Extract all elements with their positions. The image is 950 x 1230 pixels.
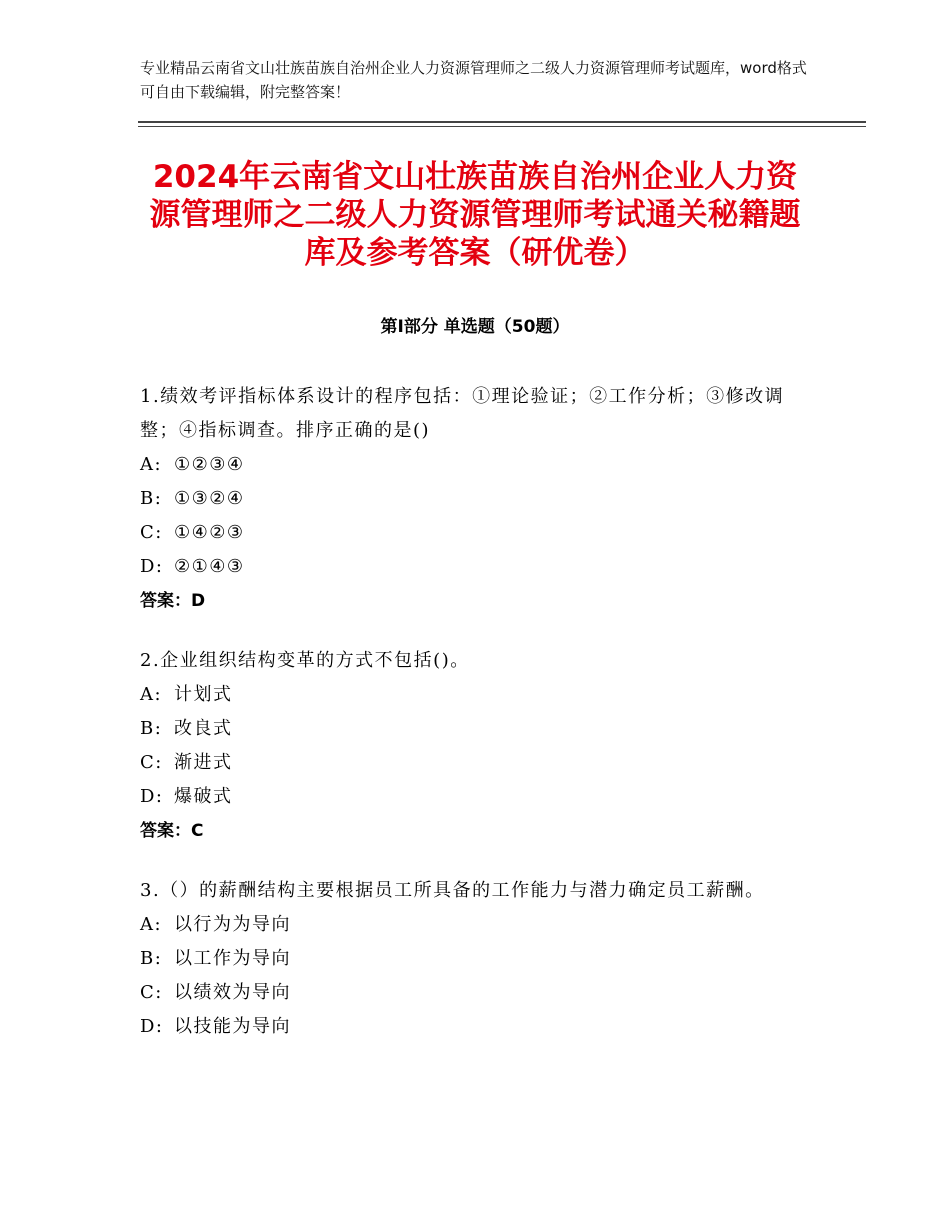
option-d [140,1010,820,1044]
option-text: 爆破式 [174,786,233,807]
option-a [140,908,820,942]
option-a [140,448,820,482]
option-letter: A: [140,914,163,935]
option-letter: C: [140,522,163,543]
option-letter: C: [140,982,163,1003]
option-letter: D: [140,556,164,577]
option-text: 改良式 [174,718,233,739]
question-stem: 2.企业组织结构变革的方式不包括()。 [140,650,470,671]
option-letter: C: [140,752,163,773]
option-text: ①③②④ [174,488,245,509]
option-text: 渐进式 [174,752,233,773]
option-b [140,942,820,976]
option-a [140,678,820,712]
option-letter: A: [140,684,163,705]
question-3 [140,874,820,1044]
option-text: ①②③④ [174,454,245,475]
option-text: ②①④③ [174,556,245,577]
question-stem: 1.绩效考评指标体系设计的程序包括：①理论验证；②工作分析；③修改调整；④指标调查。排序正确的是() [140,386,785,441]
option-text: 以工作为导向 [174,948,291,969]
option-b [140,482,820,516]
option-letter: B: [140,718,163,739]
header-note: 专业精品云南省文山壮族苗族自治州企业人力资源管理师之二级人力资源管理师考试题库，word格式可自由下载编辑，附完整答案！ [140,59,807,101]
option-c [140,746,820,780]
option-text: ①④②③ [174,522,245,543]
option-letter: A: [140,454,163,475]
option-c [140,516,820,550]
header-rule-thin [138,126,866,127]
question-1 [140,380,820,618]
option-d [140,780,820,814]
question-list [140,380,820,1070]
option-text: 以行为为导向 [174,914,291,935]
option-text: 以绩效为导向 [174,982,291,1003]
header-rule-thick [138,121,866,123]
question-2 [140,644,820,848]
option-d [140,550,820,584]
document-title: 2024年云南省文山壮族苗族自治州企业人力资源管理师之二级人力资源管理师考试通关秘籍题库及参考答案（研优卷） [149,159,801,271]
option-letter: D: [140,786,164,807]
answer-line: 答案：D [140,591,206,611]
question-stem: 3.（）的薪酬结构主要根据员工所具备的工作能力与潜力确定员工薪酬。 [140,880,765,901]
section-title: 第Ⅰ部分 单选题（50题） [380,317,570,337]
option-c [140,976,820,1010]
option-letter: B: [140,948,163,969]
option-b [140,712,820,746]
option-text: 以技能为导向 [174,1016,291,1037]
option-letter: B: [140,488,163,509]
option-letter: D: [140,1016,164,1037]
option-text: 计划式 [174,684,233,705]
answer-line: 答案：C [140,821,204,841]
